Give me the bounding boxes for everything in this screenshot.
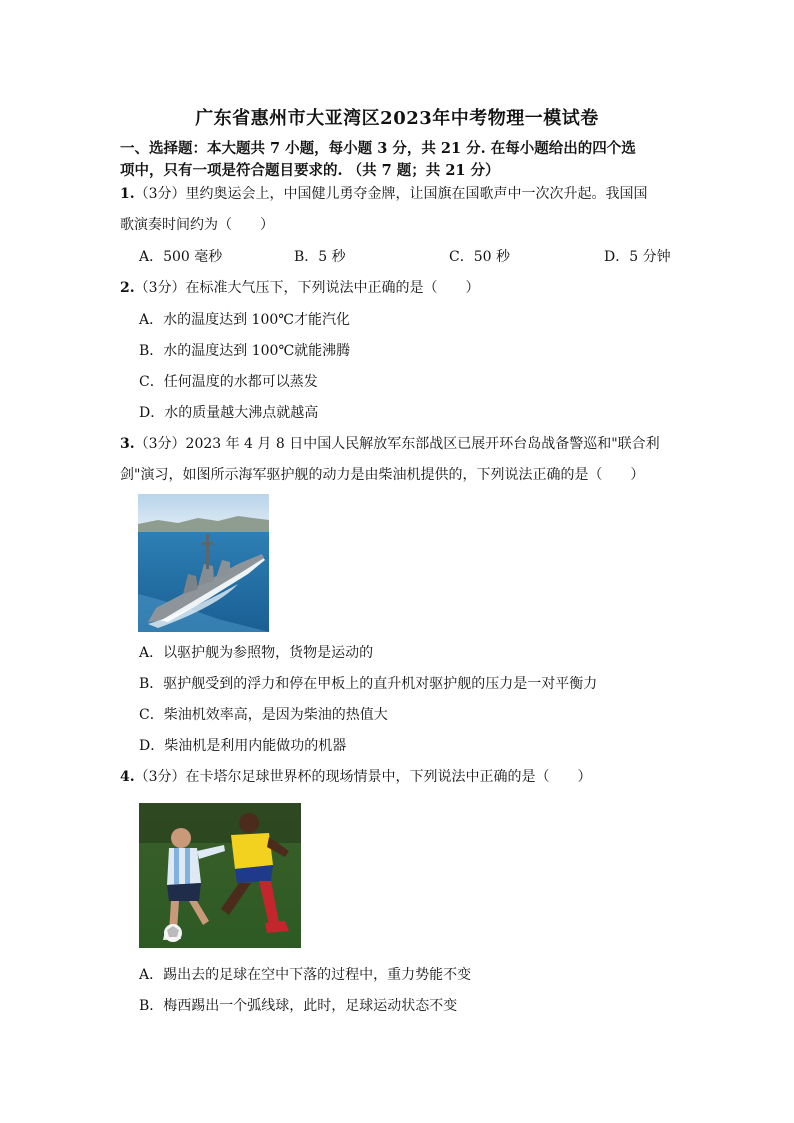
question-text: （3分）在卡塔尔足球世界杯的现场情景中，下列说法中正确的是（ ） <box>134 769 592 785</box>
question-4-stem <box>120 767 680 787</box>
q1-option-c: C．50 秒 <box>449 249 510 265</box>
warship-image <box>138 494 269 632</box>
q4-option-a: A．踢出去的足球在空中下落的过程中，重力势能不变 <box>139 967 472 983</box>
q3-option-d: D．柴油机是利用内能做功的机器 <box>139 738 347 754</box>
page-title: 广东省惠州市大亚湾区2023年中考物理一模试卷 <box>195 108 599 129</box>
question-3-stem <box>120 434 680 454</box>
question-number: 3. <box>120 436 135 452</box>
q3-option-b: B．驱护舰受到的浮力和停在甲板上的直升机对驱护舰的压力是一对平衡力 <box>139 676 598 692</box>
question-text: （3分）2023 年 4 月 8 日中国人民解放军东部战区已展开环台岛战备警巡和"联合利 <box>134 436 660 452</box>
question-number: 2. <box>120 280 135 296</box>
q2-option-c: C．任何温度的水都可以蒸发 <box>139 374 318 390</box>
q2-option-a: A．水的温度达到 100℃才能汽化 <box>139 312 350 328</box>
q2-option-d: D．水的质量越大沸点就越高 <box>139 405 319 421</box>
q3-option-a: A．以驱护舰为参照物，货物是运动的 <box>139 645 374 661</box>
question-2-stem <box>120 278 680 298</box>
question-text: （3分）在标准大气压下，下列说法中正确的是（ ） <box>134 280 480 296</box>
section-header-line: 项中，只有一项是符合题目要求的. （共 7 题；共 21 分） <box>120 162 500 179</box>
q4-option-b: B．梅西踢出一个弧线球，此时，足球运动状态不变 <box>139 998 458 1014</box>
question-number: 1. <box>120 186 135 202</box>
section-header-line: 一、选择题：本大题共 7 小题，每小题 3 分，共 21 分. 在每小题给出的四个选 <box>120 140 636 157</box>
question-3-stem-cont: 剑"演习，如图所示海军驱护舰的动力是由柴油机提供的，下列说法正确的是（ ） <box>120 467 645 483</box>
football-image <box>139 803 301 948</box>
q1-option-b: B．5 秒 <box>294 249 346 265</box>
question-number: 4. <box>120 769 135 785</box>
q1-option-d: D．5 分钟 <box>604 249 671 265</box>
section-header <box>120 138 680 182</box>
question-1-stem <box>120 184 680 204</box>
q1-option-a: A．500 毫秒 <box>139 249 223 265</box>
question-text: （3分）里约奥运会上，中国健儿勇夺金牌，让国旗在国歌声中一次次升起。我国国 <box>134 186 648 202</box>
q3-option-c: C．柴油机效率高，是因为柴油的热值大 <box>139 707 388 723</box>
q2-option-b: B．水的温度达到 100℃就能沸腾 <box>139 343 351 359</box>
question-1-stem-cont: 歌演奏时间约为（ ） <box>120 217 274 233</box>
